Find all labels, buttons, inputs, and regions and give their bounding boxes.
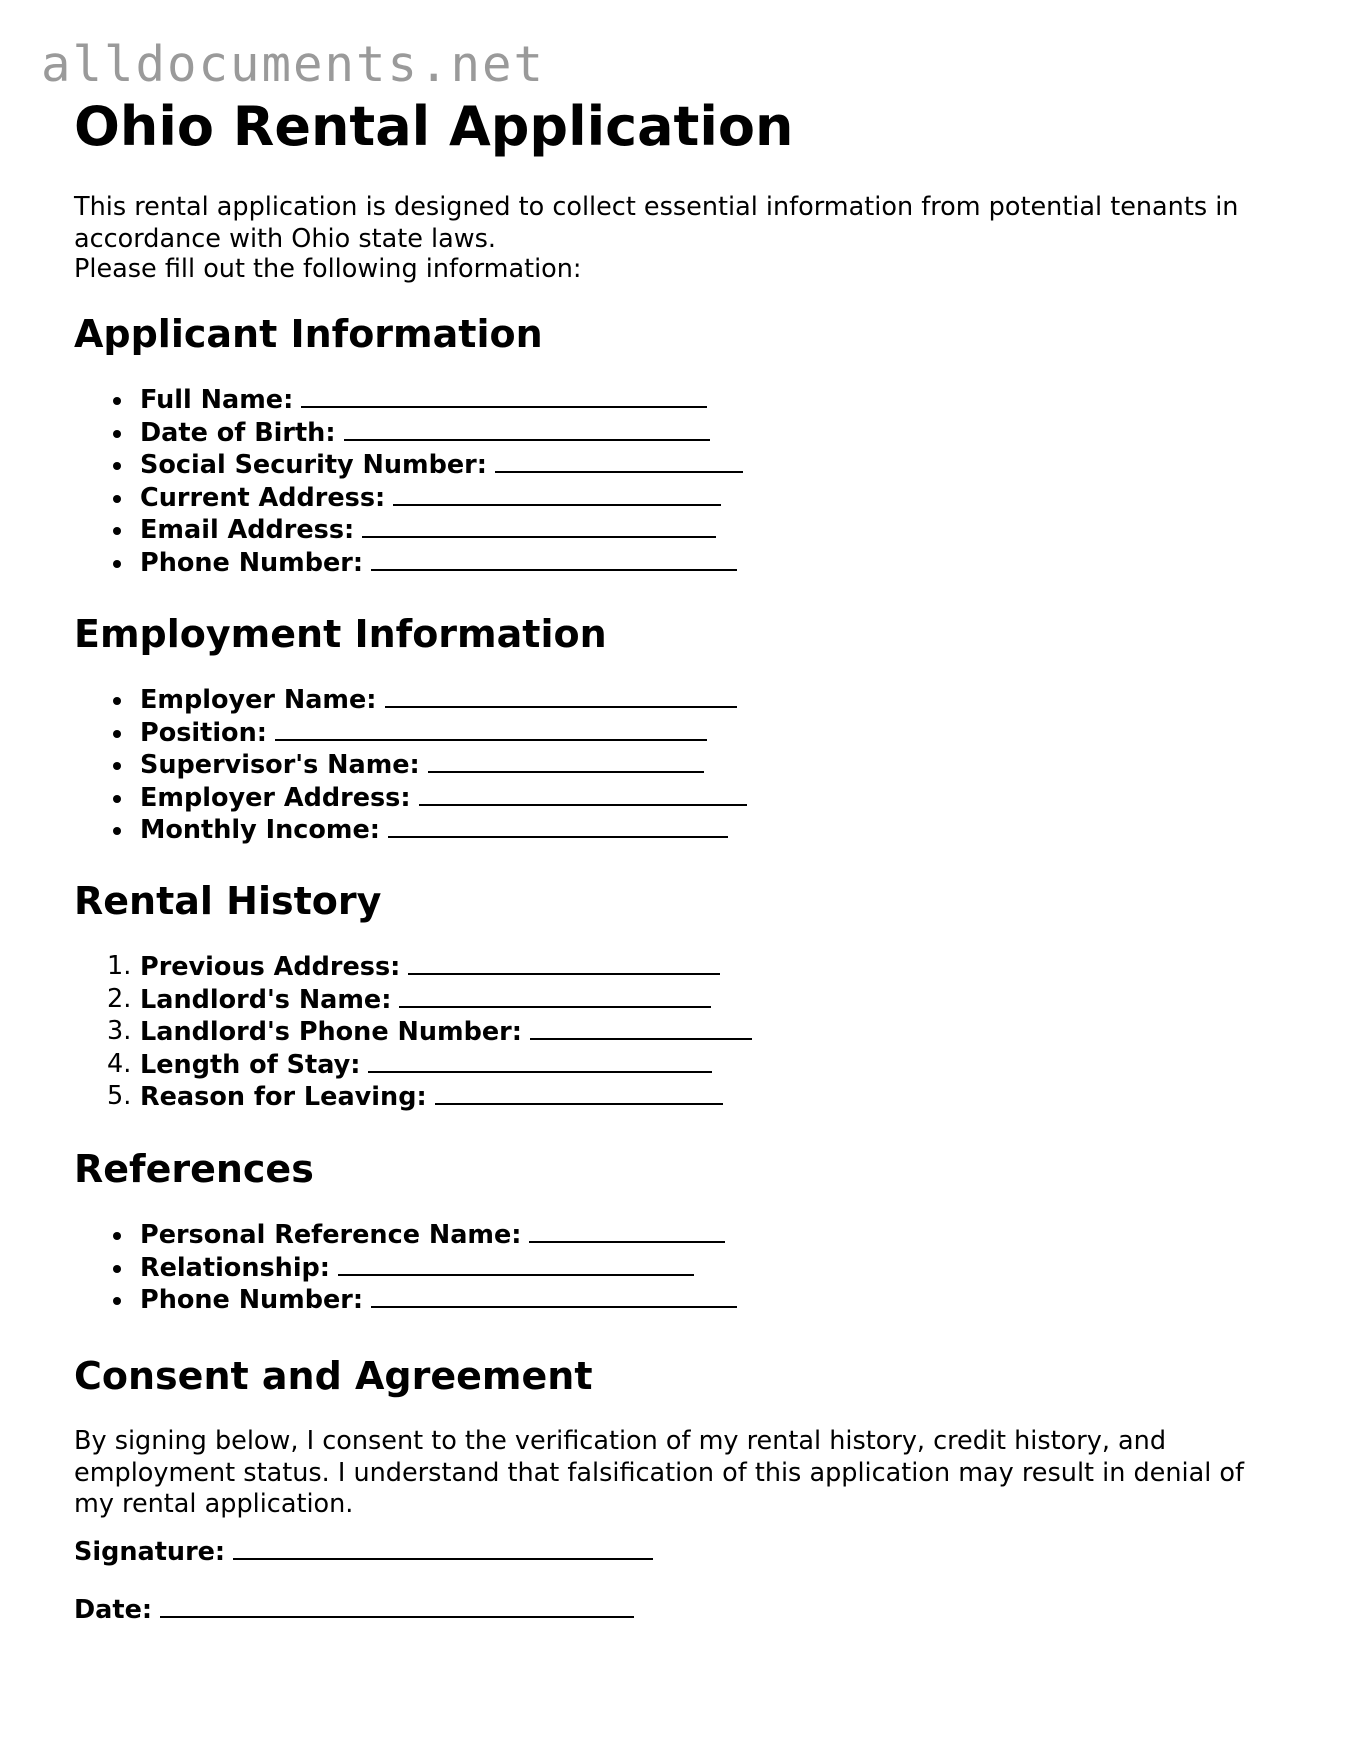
watermark: alldocuments.net	[41, 36, 546, 93]
field-supervisor-name: Supervisor's Name:	[74, 749, 747, 782]
field-full-name: Full Name:	[74, 384, 743, 417]
page-title: Ohio Rental Application	[74, 95, 794, 158]
supervisor-name-line[interactable]	[428, 749, 704, 773]
field-relationship: Relationship:	[74, 1252, 737, 1285]
landlord-name-line[interactable]	[399, 984, 711, 1008]
field-ssn: Social Security Number:	[74, 449, 743, 482]
section-heading-applicant: Applicant Information	[74, 312, 543, 356]
instructions-text: Please fill out the following information:	[74, 254, 582, 284]
previous-address-line[interactable]	[408, 951, 720, 975]
references-field-list	[74, 1219, 737, 1317]
section-heading-employment: Employment Information	[74, 612, 607, 656]
monthly-income-line[interactable]	[388, 814, 728, 838]
document	[74, 95, 1304, 1625]
employment-field-list	[74, 684, 747, 847]
date-label: Date:	[74, 1595, 153, 1625]
landlord-phone-line[interactable]	[530, 1016, 752, 1040]
signature-row	[74, 1536, 653, 1568]
phone-number-line[interactable]	[371, 547, 737, 571]
field-employer-name: Employer Name:	[74, 684, 747, 717]
employer-address-line[interactable]	[419, 782, 747, 806]
section-heading-consent: Consent and Agreement	[74, 1354, 593, 1398]
date-row	[74, 1594, 634, 1626]
field-personal-reference-name: Personal Reference Name:	[74, 1219, 737, 1252]
employer-name-line[interactable]	[385, 684, 737, 708]
date-line[interactable]	[160, 1594, 634, 1618]
consent-text: By signing below, I consent to the verification of my rental history, credit history, and employment status. I understand that falsification of this application may result in denial of my rental application.	[74, 1426, 1244, 1519]
field-landlord-name: 2. Landlord's Name:	[74, 984, 752, 1017]
field-current-address: Current Address:	[74, 482, 743, 515]
current-address-line[interactable]	[393, 482, 721, 506]
field-previous-address: 1. Previous Address:	[74, 951, 752, 984]
field-reference-phone: Phone Number:	[74, 1284, 737, 1317]
ssn-line[interactable]	[495, 449, 743, 473]
full-name-line[interactable]	[301, 384, 707, 408]
rental-history-field-list	[74, 951, 752, 1114]
reason-for-leaving-line[interactable]	[435, 1081, 723, 1105]
reference-phone-line[interactable]	[371, 1284, 737, 1308]
field-employer-address: Employer Address:	[74, 782, 747, 815]
section-heading-rental-history: Rental History	[74, 879, 382, 923]
field-email-address: Email Address:	[74, 514, 743, 547]
field-phone-number: Phone Number:	[74, 547, 743, 580]
applicant-field-list	[74, 384, 743, 580]
field-position: Position:	[74, 717, 747, 750]
personal-reference-name-line[interactable]	[529, 1219, 725, 1243]
signature-line[interactable]	[233, 1536, 653, 1560]
length-of-stay-line[interactable]	[368, 1049, 712, 1073]
email-address-line[interactable]	[362, 514, 716, 538]
position-line[interactable]	[275, 717, 707, 741]
field-length-of-stay: 4. Length of Stay:	[74, 1049, 752, 1082]
field-date-of-birth: Date of Birth:	[74, 417, 743, 450]
signature-label: Signature:	[74, 1537, 226, 1567]
relationship-line[interactable]	[338, 1252, 694, 1276]
intro-paragraph: This rental application is designed to collect essential information from potential tenants in accordance with Ohio state laws.	[74, 192, 1239, 254]
date-of-birth-line[interactable]	[344, 417, 710, 441]
field-landlord-phone: 3. Landlord's Phone Number:	[74, 1016, 752, 1049]
field-reason-for-leaving: 5. Reason for Leaving:	[74, 1081, 752, 1114]
section-heading-references: References	[74, 1147, 314, 1191]
field-monthly-income: Monthly Income:	[74, 814, 747, 847]
